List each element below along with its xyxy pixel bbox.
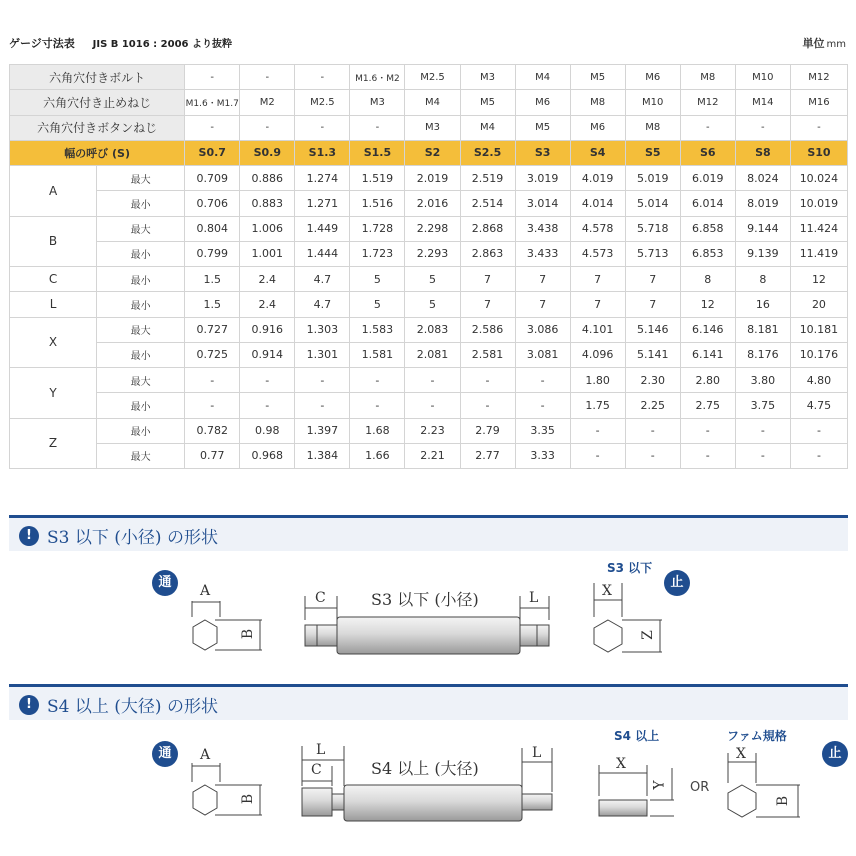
row-label: 幅の呼び (S) xyxy=(10,140,185,165)
table-cell: - xyxy=(295,368,350,393)
dim-a-label: A xyxy=(200,583,211,599)
table-cell: 5.713 xyxy=(625,241,680,266)
table-cell: M3 xyxy=(405,115,460,140)
dimension-name: Y xyxy=(10,368,97,419)
table-cell: 2.016 xyxy=(405,191,460,216)
table-cell: 9.144 xyxy=(735,216,790,241)
row-label: 六角穴付きボタンねじ xyxy=(10,115,185,140)
dim-c-label: C xyxy=(311,762,322,778)
go-mark: 通 xyxy=(152,570,178,596)
minmax-label: 最大 xyxy=(97,368,185,393)
table-cell: M12 xyxy=(790,65,847,90)
table-cell: M1.6・M1.7 xyxy=(185,90,240,115)
table-cell: M6 xyxy=(570,115,625,140)
table-cell: S4 xyxy=(570,140,625,165)
table-cell: M5 xyxy=(570,65,625,90)
dim-b-label: B xyxy=(240,793,257,805)
table-cell: S0.7 xyxy=(185,140,240,165)
table-cell: 8 xyxy=(680,267,735,292)
table-cell: - xyxy=(790,115,847,140)
table-cell: 1.583 xyxy=(350,317,405,342)
table-cell: M4 xyxy=(460,115,515,140)
table-cell: 3.35 xyxy=(515,418,570,443)
title-text: ゲージ寸法表 xyxy=(9,37,75,50)
table-cell: - xyxy=(680,115,735,140)
table-cell: 0.725 xyxy=(185,342,240,367)
table-cell: 0.98 xyxy=(240,418,295,443)
table-cell: 0.709 xyxy=(185,166,240,191)
table-cell: 2.80 xyxy=(680,368,735,393)
table-cell: 5.141 xyxy=(625,342,680,367)
table-cell: 10.176 xyxy=(790,342,847,367)
table-cell: 1.301 xyxy=(295,342,350,367)
table-cell: - xyxy=(295,65,350,90)
table-cell: - xyxy=(185,65,240,90)
table-cell: 7 xyxy=(570,267,625,292)
table-cell: M8 xyxy=(625,115,680,140)
table-cell: 1.519 xyxy=(350,166,405,191)
table-cell: M8 xyxy=(680,65,735,90)
table-cell: 1.397 xyxy=(295,418,350,443)
table-cell: 6.019 xyxy=(680,166,735,191)
table-cell: 5 xyxy=(350,292,405,317)
table-cell: 11.424 xyxy=(790,216,847,241)
table-cell: 3.019 xyxy=(515,166,570,191)
table-cell: 1.75 xyxy=(570,393,625,418)
table-cell: S3 xyxy=(515,140,570,165)
table-cell: 1.006 xyxy=(240,216,295,241)
table-cell: 0.782 xyxy=(185,418,240,443)
table-cell: 12 xyxy=(680,292,735,317)
minmax-label: 最大 xyxy=(97,166,185,191)
table-cell: M16 xyxy=(790,90,847,115)
table-cell: M2 xyxy=(240,90,295,115)
dim-z-label: Z xyxy=(639,630,656,640)
table-cell: 7 xyxy=(515,292,570,317)
table-cell: - xyxy=(350,115,405,140)
table-cell: 10.024 xyxy=(790,166,847,191)
table-cell: 2.081 xyxy=(405,342,460,367)
table-cell: 5 xyxy=(405,267,460,292)
table-cell: 10.019 xyxy=(790,191,847,216)
unit-value: mm xyxy=(826,39,846,50)
table-cell: 2.581 xyxy=(460,342,515,367)
table-cell: 4.578 xyxy=(570,216,625,241)
table-cell: M5 xyxy=(515,115,570,140)
table-cell: 0.727 xyxy=(185,317,240,342)
dimension-name: L xyxy=(10,292,97,317)
table-cell: 1.303 xyxy=(295,317,350,342)
table-cell: 1.444 xyxy=(295,241,350,266)
table-cell: 7 xyxy=(625,267,680,292)
minmax-label: 最小 xyxy=(97,292,185,317)
table-cell: 2.293 xyxy=(405,241,460,266)
table-cell: - xyxy=(570,418,625,443)
gauge-label-large: S4 以上 (大径) xyxy=(371,759,479,778)
table-cell: 2.30 xyxy=(625,368,680,393)
table-cell: 2.868 xyxy=(460,216,515,241)
table-cell: 2.75 xyxy=(680,393,735,418)
dim-l-label: L xyxy=(316,742,326,758)
table-cell: 8.181 xyxy=(735,317,790,342)
table-cell: S10 xyxy=(790,140,847,165)
dimension-name: C xyxy=(10,267,97,292)
table-cell: 2.019 xyxy=(405,166,460,191)
table-cell: S8 xyxy=(735,140,790,165)
table-cell: 7 xyxy=(460,267,515,292)
table-cell: 4.019 xyxy=(570,166,625,191)
table-cell: - xyxy=(405,393,460,418)
table-cell: 0.914 xyxy=(240,342,295,367)
row-label: 六角穴付きボルト xyxy=(10,65,185,90)
table-cell: 4.7 xyxy=(295,267,350,292)
minmax-label: 最小 xyxy=(97,191,185,216)
table-cell: - xyxy=(240,115,295,140)
table-cell: M1.6・M2 xyxy=(350,65,405,90)
nogo-caption-small: S3 以下 xyxy=(607,561,653,575)
dim-c-label: C xyxy=(315,590,326,606)
go-hex-end-view-large xyxy=(192,763,262,815)
table-cell: 3.014 xyxy=(515,191,570,216)
table-cell: - xyxy=(460,368,515,393)
table-cell: - xyxy=(185,393,240,418)
table-cell: - xyxy=(735,418,790,443)
nogo-mark: 止 xyxy=(822,741,848,767)
table-cell: 1.80 xyxy=(570,368,625,393)
dim-b-label: B xyxy=(240,628,257,640)
table-cell: 1.449 xyxy=(295,216,350,241)
table-cell: 2.23 xyxy=(405,418,460,443)
table-cell: - xyxy=(350,393,405,418)
nogo-mark: 止 xyxy=(664,570,690,596)
table-cell: - xyxy=(735,115,790,140)
table-cell: 3.75 xyxy=(735,393,790,418)
dim-b2-label: B xyxy=(775,795,792,807)
dim-x-label: X xyxy=(616,756,626,772)
dim-x2-label: X xyxy=(736,746,746,762)
table-cell: 2.863 xyxy=(460,241,515,266)
table-cell: 6.858 xyxy=(680,216,735,241)
table-cell: S2 xyxy=(405,140,460,165)
table-cell: 6.014 xyxy=(680,191,735,216)
table-cell: M6 xyxy=(515,90,570,115)
table-cell: - xyxy=(790,443,847,468)
table-cell: 5.718 xyxy=(625,216,680,241)
table-cell: 1.384 xyxy=(295,443,350,468)
table-cell: 8.176 xyxy=(735,342,790,367)
table-cell: 6.141 xyxy=(680,342,735,367)
table-cell: - xyxy=(680,418,735,443)
table-cell: - xyxy=(185,368,240,393)
table-cell: 8.024 xyxy=(735,166,790,191)
table-cell: M14 xyxy=(735,90,790,115)
table-cell: - xyxy=(350,368,405,393)
minmax-label: 最大 xyxy=(97,317,185,342)
dim-x-label: X xyxy=(602,583,612,599)
dimension-name: X xyxy=(10,317,97,368)
dim-a-label: A xyxy=(200,747,211,763)
or-label: OR xyxy=(690,780,710,795)
table-cell: - xyxy=(735,443,790,468)
table-cell: M8 xyxy=(570,90,625,115)
table-cell: 0.799 xyxy=(185,241,240,266)
table-cell: M12 xyxy=(680,90,735,115)
table-cell: 0.77 xyxy=(185,443,240,468)
table-cell: - xyxy=(240,65,295,90)
table-cell: - xyxy=(460,393,515,418)
table-cell: 2.083 xyxy=(405,317,460,342)
table-cell: 0.916 xyxy=(240,317,295,342)
table-cell: S5 xyxy=(625,140,680,165)
table-cell: 4.7 xyxy=(295,292,350,317)
table-cell: S1.3 xyxy=(295,140,350,165)
table-cell: 3.438 xyxy=(515,216,570,241)
section-large-title: S4 以上 (大径) の形状 xyxy=(47,697,218,717)
table-cell: - xyxy=(185,115,240,140)
table-cell: - xyxy=(240,368,295,393)
minmax-label: 最小 xyxy=(97,418,185,443)
table-cell: 4.75 xyxy=(790,393,847,418)
table-cell: S2.5 xyxy=(460,140,515,165)
table-cell: 2.79 xyxy=(460,418,515,443)
table-cell: M3 xyxy=(460,65,515,90)
table-cell: 3.081 xyxy=(515,342,570,367)
row-label: 六角穴付き止めねじ xyxy=(10,90,185,115)
table-cell: 4.014 xyxy=(570,191,625,216)
dim-l-right-label: L xyxy=(532,745,542,761)
table-cell: 0.883 xyxy=(240,191,295,216)
table-cell: 0.706 xyxy=(185,191,240,216)
table-cell: 6.853 xyxy=(680,241,735,266)
table-cell: M2.5 xyxy=(295,90,350,115)
table-cell: 20 xyxy=(790,292,847,317)
section-small-title: S3 以下 (小径) の形状 xyxy=(47,528,218,548)
table-cell: M10 xyxy=(735,65,790,90)
table-cell: 3.80 xyxy=(735,368,790,393)
table-cell: 12 xyxy=(790,267,847,292)
table-cell: 3.433 xyxy=(515,241,570,266)
table-cell: 2.586 xyxy=(460,317,515,342)
table-cell: M10 xyxy=(625,90,680,115)
table-cell: 1.5 xyxy=(185,292,240,317)
table-cell: 9.139 xyxy=(735,241,790,266)
table-cell: 2.4 xyxy=(240,292,295,317)
gauge-label-small: S3 以下 (小径) xyxy=(371,590,479,609)
dimension-name: Z xyxy=(10,418,97,469)
table-cell: 1.581 xyxy=(350,342,405,367)
table-cell: 5 xyxy=(350,267,405,292)
table-cell: 3.33 xyxy=(515,443,570,468)
table-cell: 7 xyxy=(570,292,625,317)
table-cell: - xyxy=(625,418,680,443)
table-cell: 2.514 xyxy=(460,191,515,216)
minmax-label: 最小 xyxy=(97,241,185,266)
dimension-name: B xyxy=(10,216,97,267)
table-cell: 5.014 xyxy=(625,191,680,216)
table-cell: - xyxy=(515,393,570,418)
exclamation-icon: ! xyxy=(19,695,39,715)
dimension-name: A xyxy=(10,166,97,217)
table-cell: 8.019 xyxy=(735,191,790,216)
table-cell: M6 xyxy=(625,65,680,90)
table-cell: 5.019 xyxy=(625,166,680,191)
table-cell: 6.146 xyxy=(680,317,735,342)
table-cell: 1.516 xyxy=(350,191,405,216)
table-cell: 7 xyxy=(515,267,570,292)
table-cell: M2.5 xyxy=(405,65,460,90)
table-cell: - xyxy=(515,368,570,393)
table-cell: - xyxy=(790,418,847,443)
table-cell: 1.271 xyxy=(295,191,350,216)
table-cell: 0.968 xyxy=(240,443,295,468)
unit-label-text: 単位 xyxy=(802,37,825,50)
table-cell: 2.4 xyxy=(240,267,295,292)
table-cell: 0.886 xyxy=(240,166,295,191)
table-cell: M4 xyxy=(515,65,570,90)
table-cell: 7 xyxy=(625,292,680,317)
table-cell: 5 xyxy=(405,292,460,317)
go-hex-end-view-small xyxy=(192,601,262,650)
table-cell: 4.101 xyxy=(570,317,625,342)
table-cell: 1.723 xyxy=(350,241,405,266)
table-cell: 2.25 xyxy=(625,393,680,418)
dim-l-label: L xyxy=(529,590,539,606)
table-cell: 1.5 xyxy=(185,267,240,292)
table-cell: M4 xyxy=(405,90,460,115)
table-cell: S1.5 xyxy=(350,140,405,165)
nogo-hex-end-view-fam xyxy=(728,753,800,817)
table-cell: 4.096 xyxy=(570,342,625,367)
title-subtitle: JIS B 1016 : 2006 より抜粋 xyxy=(92,39,232,50)
table-cell: 8 xyxy=(735,267,790,292)
table-cell: - xyxy=(625,443,680,468)
minmax-label: 最小 xyxy=(97,393,185,418)
minmax-label: 最小 xyxy=(97,342,185,367)
table-cell: M5 xyxy=(460,90,515,115)
go-mark: 通 xyxy=(152,741,178,767)
nogo-caption-s4: S4 以上 xyxy=(614,729,660,743)
table-cell: 4.80 xyxy=(790,368,847,393)
table-cell: 0.804 xyxy=(185,216,240,241)
table-cell: 2.519 xyxy=(460,166,515,191)
nogo-caption-fam: ファム規格 xyxy=(727,729,787,743)
table-cell: - xyxy=(405,368,460,393)
table-cell: 7 xyxy=(460,292,515,317)
table-cell: - xyxy=(295,115,350,140)
table-cell: 1.68 xyxy=(350,418,405,443)
table-cell: 1.001 xyxy=(240,241,295,266)
table-cell: S6 xyxy=(680,140,735,165)
table-cell: 2.298 xyxy=(405,216,460,241)
table-cell: S0.9 xyxy=(240,140,295,165)
table-cell: 11.419 xyxy=(790,241,847,266)
minmax-label: 最大 xyxy=(97,443,185,468)
table-cell: 16 xyxy=(735,292,790,317)
table-cell: - xyxy=(570,443,625,468)
table-cell: 1.66 xyxy=(350,443,405,468)
table-cell: 5.146 xyxy=(625,317,680,342)
table-cell: 1.274 xyxy=(295,166,350,191)
table-cell: - xyxy=(680,443,735,468)
minmax-label: 最大 xyxy=(97,216,185,241)
table-cell: - xyxy=(295,393,350,418)
table-cell: M3 xyxy=(350,90,405,115)
nogo-rect-end-view xyxy=(599,765,674,816)
table-cell: 3.086 xyxy=(515,317,570,342)
table-cell: 10.181 xyxy=(790,317,847,342)
minmax-label: 最小 xyxy=(97,267,185,292)
table-cell: - xyxy=(240,393,295,418)
dim-y-label: Y xyxy=(651,780,668,790)
table-cell: 2.21 xyxy=(405,443,460,468)
table-cell: 2.77 xyxy=(460,443,515,468)
table-cell: 1.728 xyxy=(350,216,405,241)
table-cell: 4.573 xyxy=(570,241,625,266)
exclamation-icon: ! xyxy=(19,526,39,546)
